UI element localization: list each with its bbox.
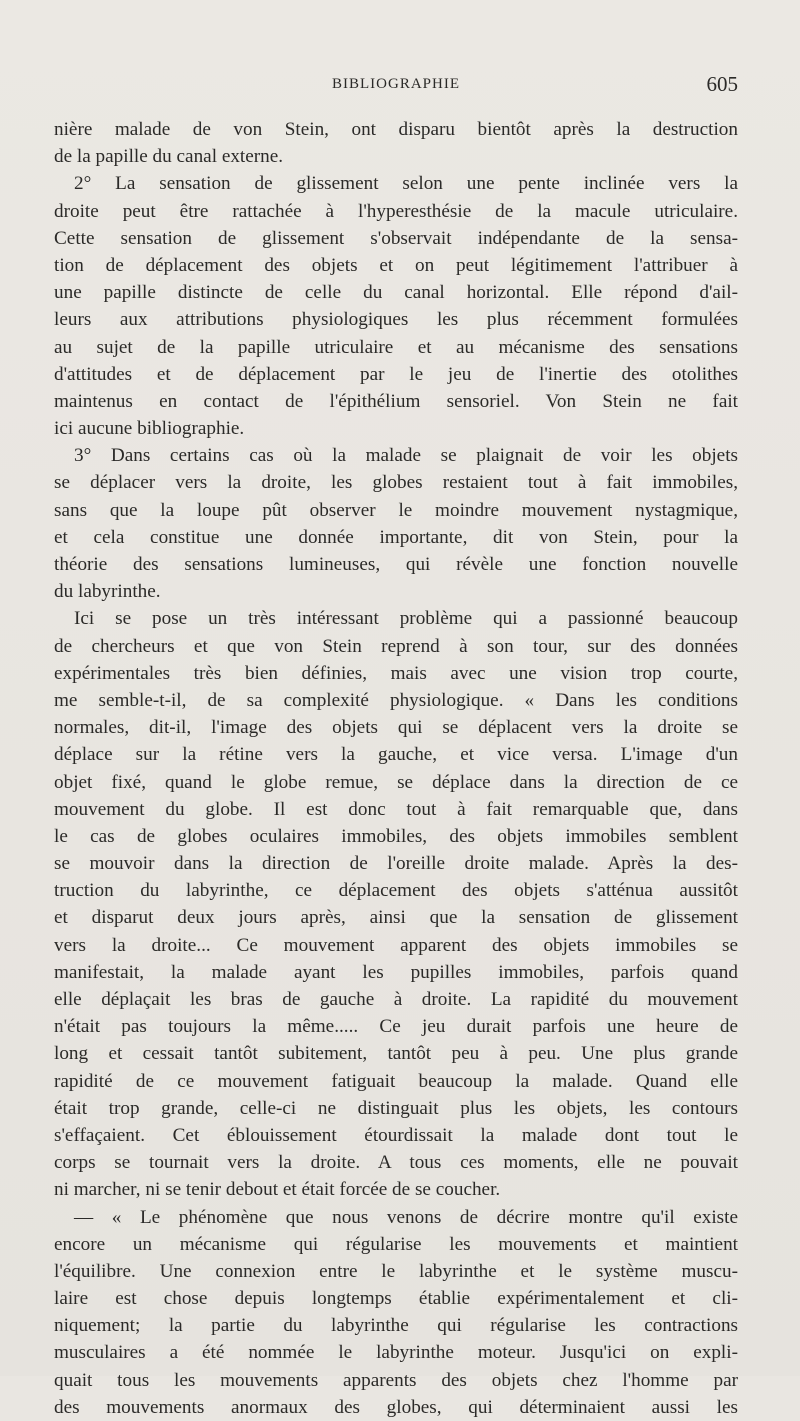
text-line: le cas de globes oculaires immobiles, des objets immobiles semblent [54,825,738,847]
text-line: droite peut être rattachée à l'hyperesthésie de la macule utriculaire. [54,200,738,222]
text-line: niquement; la partie du labyrinthe qui régularise les contractions [54,1315,738,1337]
text-line: normales, dit-il, l'image des objets qui se déplacent vers la droite se [54,717,738,739]
text-line: une papille distincte de celle du canal horizontal. Elle répond d'ail- [54,282,738,304]
text-line: encore un mécanisme qui régularise les mouvements et maintient [54,1233,738,1255]
text-line: 2° La sensation de glissement selon une pente inclinée vers la [74,173,738,195]
text-line: elle déplaçait les bras de gauche à droite. La rapidité du mouvement [54,989,738,1010]
text-line: leurs aux attributions physiologiques les plus récemment formulées [54,309,738,331]
text-line: truction du labyrinthe, ce déplacement des objets s'atténua aussitôt [54,880,738,902]
text-line: ni marcher, ni se tenir debout et était forcée de se coucher. [54,1179,501,1201]
text-line: ici aucune bibliographie. [54,418,245,440]
text-line: de la papille du canal externe. [54,146,284,168]
text-line: quait tous les mouvements apparents des objets chez l'homme par [54,1369,738,1391]
text-line: expérimentales très bien définies, mais avec une vision trop courte, [54,662,738,684]
text-line: de chercheurs et que von Stein reprend à son tour, sur des données [54,635,738,657]
text-line: était trop grande, celle-ci ne distinguait plus les objets, les contours [54,1097,738,1119]
text-line: et disparut deux jours après, ainsi que la sensation de glissement [54,907,738,929]
text-line: long et cessait tantôt subitement, tantôt peu à peu. Une plus grande [54,1043,738,1065]
text-line: maintenus en contact de l'épithélium sensoriel. Von Stein ne fait [54,390,738,412]
text-line: me semble-t-il, de sa complexité physiologique. « Dans les conditions [54,689,738,711]
text-line: nière malade de von Stein, ont disparu bientôt après la destruction [54,119,738,140]
text-line: du labyrinthe. [54,581,161,603]
text-line: objet fixé, quand le globe remue, se déplace dans la direction de ce [54,771,738,793]
text-line: mouvement du globe. Il est donc tout à fait remarquable que, dans [54,798,738,820]
text-line: se mouvoir dans la direction de l'oreille droite malade. Après la des- [54,853,738,875]
text-line: se déplacer vers la droite, les globes restaient tout à fait immobiles, [54,472,738,494]
running-head: BIBLIOGRAPHIE [332,76,460,92]
text-line: Cette sensation de glissement s'observait indépendante de la sensa- [54,227,738,249]
text-line: musculaires a été nommée le labyrinthe moteur. Jusqu'ici on expli- [54,1342,738,1364]
text-line: — « Le phénomène que nous venons de décrire montre qu'il existe [74,1206,738,1228]
page-number: 605 [706,72,738,96]
text-line: au sujet de la papille utriculaire et au mécanisme des sensations [54,336,738,358]
text-line: déplace sur la rétine vers la gauche, et vice versa. L'image d'un [54,744,738,766]
page-header [54,72,738,100]
text-line: n'était pas toujours la même..... Ce jeu durait parfois une heure de [54,1016,738,1038]
text-line: s'effaçaient. Cet éblouissement étourdissait la malade dont tout le [54,1124,738,1146]
text-line: manifestait, la malade ayant les pupilles immobiles, parfois quand [54,961,738,983]
text-line: Ici se pose un très intéressant problème qui a passionné beaucoup [74,608,738,630]
text-line: 3° Dans certains cas où la malade se plaignait de voir les objets [74,445,738,467]
text-line: l'équilibre. Une connexion entre le labyrinthe et le système muscu- [54,1260,738,1282]
text-line: et cela constitue une donnée importante, dit von Stein, pour la [54,526,738,548]
text-line: théorie des sensations lumineuses, qui révèle une fonction nouvelle [54,554,738,575]
text-line: laire est chose depuis longtemps établie expérimentalement et cli- [54,1288,738,1310]
text-line: sans que la loupe pût observer le moindre mouvement nystagmique, [54,499,738,521]
text-line: d'attitudes et de déplacement par le jeu de l'inertie des otolithes [54,363,738,385]
text-line: des mouvements anormaux des globes, qui déterminaient aussi les [54,1396,738,1418]
text-line: rapidité de ce mouvement fatiguait beaucoup la malade. Quand elle [54,1070,738,1092]
text-line: tion de déplacement des objets et on peut légitimement l'attribuer à [54,254,738,276]
text-line: corps se tournait vers la droite. A tous ces moments, elle ne pouvait [54,1152,738,1174]
text-line: vers la droite... Ce mouvement apparent des objets immobiles se [54,934,738,956]
body-text [54,116,738,1421]
